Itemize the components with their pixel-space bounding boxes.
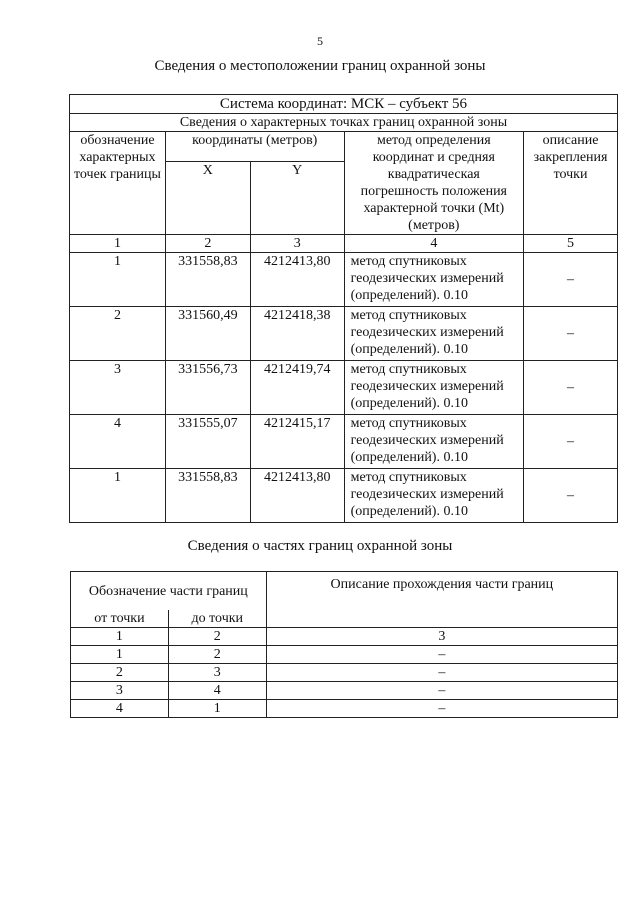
point-y: 4212413,80: [250, 469, 344, 523]
point-y: 4212419,74: [250, 361, 344, 415]
part-to: 2: [168, 646, 266, 664]
part-to: 1: [168, 700, 266, 718]
point-fixing: –: [524, 469, 618, 523]
point-fixing: –: [524, 415, 618, 469]
point-method: метод спутниковых геодезических измерений (определений). 0.10: [344, 307, 523, 361]
point-number: 1: [70, 253, 166, 307]
point-x: 331556,73: [165, 361, 250, 415]
boundary-points-table: [69, 94, 618, 523]
zone-location-heading: Сведения о местоположении границ охранной зоны: [154, 58, 486, 74]
header-coordinates: координаты (метров): [165, 132, 344, 162]
part-from: 4: [71, 700, 169, 718]
point-number: 3: [70, 361, 166, 415]
part-description: –: [266, 700, 617, 718]
part-from: 2: [71, 664, 169, 682]
header-part-designation: Обозначение части границ: [71, 572, 267, 611]
table-row: [71, 664, 618, 682]
header-point-name: обозначение характерных точек границы: [70, 132, 166, 235]
part-from: 1: [71, 646, 169, 664]
points-table-title: Сведения о характерных точках границ охранной зоны: [70, 114, 618, 132]
point-number: 2: [70, 307, 166, 361]
header-to-point: до точки: [168, 610, 266, 628]
point-x: 331558,83: [165, 253, 250, 307]
point-x: 331560,49: [165, 307, 250, 361]
point-number: 1: [70, 469, 166, 523]
table-row: [71, 646, 618, 664]
col-number: 4: [344, 235, 523, 253]
part-from: 3: [71, 682, 169, 700]
table-row: [70, 415, 618, 469]
header-fixing: описание закрепления точки: [524, 132, 618, 235]
header-method: метод определения координат и средняя квадратическая погрешность положения характерной точки (Mt) (метров): [344, 132, 523, 235]
point-y: 4212415,17: [250, 415, 344, 469]
header-from-point: от точки: [71, 610, 169, 628]
point-fixing: –: [524, 361, 618, 415]
col-number: 3: [250, 235, 344, 253]
col-number: 1: [70, 235, 166, 253]
col-number: 3: [266, 628, 617, 646]
point-x: 331555,07: [165, 415, 250, 469]
table-row: [70, 361, 618, 415]
col-number: 2: [168, 628, 266, 646]
table-row: [71, 700, 618, 718]
table-row: [70, 253, 618, 307]
header-y: Y: [250, 161, 344, 234]
table-row: [70, 307, 618, 361]
table-row: [70, 469, 618, 523]
part-to: 3: [168, 664, 266, 682]
part-to: 4: [168, 682, 266, 700]
point-x: 331558,83: [165, 469, 250, 523]
col-number: 5: [524, 235, 618, 253]
point-number: 4: [70, 415, 166, 469]
point-method: метод спутниковых геодезических измерений (определений). 0.10: [344, 361, 523, 415]
part-description: –: [266, 682, 617, 700]
point-fixing: –: [524, 253, 618, 307]
page-number: 5: [317, 34, 323, 48]
coord-system-cell: Система координат: МСК – субъект 56: [70, 95, 618, 114]
boundary-parts-heading: Сведения о частях границ охранной зоны: [187, 538, 453, 554]
point-fixing: –: [524, 307, 618, 361]
table-row: [71, 682, 618, 700]
part-description: –: [266, 664, 617, 682]
col-number: 1: [71, 628, 169, 646]
col-number: 2: [165, 235, 250, 253]
header-part-description: Описание прохождения части границ: [266, 572, 617, 628]
point-method: метод спутниковых геодезических измерений (определений). 0.10: [344, 469, 523, 523]
point-y: 4212418,38: [250, 307, 344, 361]
boundary-parts-table: [70, 571, 618, 718]
point-method: метод спутниковых геодезических измерений (определений). 0.10: [344, 253, 523, 307]
point-y: 4212413,80: [250, 253, 344, 307]
part-description: –: [266, 646, 617, 664]
header-x: X: [165, 161, 250, 234]
point-method: метод спутниковых геодезических измерений (определений). 0.10: [344, 415, 523, 469]
